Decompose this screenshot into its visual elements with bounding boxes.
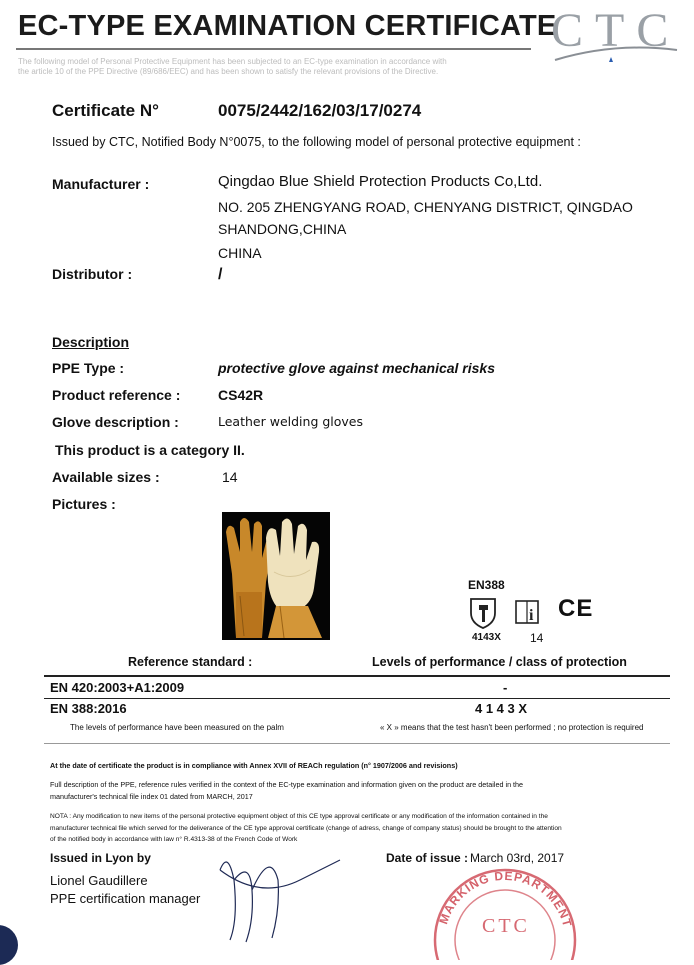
signer-title: PPE certification manager — [50, 891, 201, 906]
reference-standard-header: Reference standard : — [128, 655, 253, 669]
table-bottom-rule — [44, 743, 670, 744]
ppe-type-label: PPE Type : — [52, 360, 125, 376]
glove-description-label: Glove description : — [52, 414, 179, 430]
handwritten-signature — [200, 820, 350, 945]
category-text: This product is a category II. — [55, 442, 245, 458]
nota-text — [50, 811, 686, 846]
manufacturer-address-3: CHINA — [218, 245, 262, 261]
intro-text — [18, 57, 538, 77]
row-2-standard: EN 388:2016 — [50, 701, 127, 716]
corner-mark — [0, 925, 18, 965]
manufacturer-address-2: SHANDONG,CHINA — [218, 221, 347, 237]
full-description — [50, 779, 680, 802]
issued-by-text: Issued by CTC, Notified Body N°0075, to the following model of personal protective equipment : — [52, 135, 581, 149]
reach-compliance: At the date of certificate the product is in compliance with Annex XVII of REACh regulation (n° 1907/2006 and revisions) — [50, 761, 458, 770]
table-row-rule — [44, 698, 670, 699]
available-sizes-value: 14 — [222, 469, 238, 485]
issued-in-text: Issued in Lyon by — [50, 851, 151, 865]
certificate-title: EC-TYPE EXAMINATION CERTIFICATE — [18, 10, 557, 42]
distributor-value: / — [218, 266, 223, 283]
stamp-text: MARKING DEPARTMENT — [436, 868, 575, 929]
stamp-logo: CTC — [482, 915, 530, 937]
manufacturer-address-1: NO. 205 ZHENGYANG ROAD, CHENYANG DISTRICT, QINGDAO — [218, 199, 633, 215]
ppe-type-value: protective glove against mechanical risks — [218, 360, 496, 376]
nota-line-3: of the notified body in accordance with law n° R.4313-38 of the French Code of Work — [50, 836, 298, 843]
manufacturer-label: Manufacturer : — [52, 176, 150, 192]
distributor-label: Distributor : — [52, 266, 133, 282]
ctc-logo-text: CTC — [551, 4, 681, 57]
pictures-label: Pictures : — [52, 496, 116, 512]
ce-mark-icon: CE — [558, 595, 594, 622]
title-divider — [16, 48, 531, 50]
available-sizes-label: Available sizes : — [52, 469, 160, 485]
glove-photo — [222, 512, 330, 640]
row-1-level: - — [503, 680, 508, 695]
nota-line-1: NOTA : Any modification to new items of the personal protective equipment object of this CE type approval certificate or any modification of the information contained in the — [50, 813, 548, 820]
information-book-icon — [516, 601, 538, 624]
signer-name: Lionel Gaudillere — [50, 873, 148, 888]
full-description-line-2: manufacturer's technical file index 01 dated from MARCH, 2017 — [50, 791, 253, 801]
table-note-left: The levels of performance have been measured on the palm — [70, 723, 284, 732]
product-reference-label: Product reference : — [52, 387, 181, 403]
intro-line-2: the article 10 of the PPE Directive (89/686/EEC) and has been shown to satisfy the relevant provisions of the Directive. — [18, 67, 439, 76]
table-note-right: « X » means that the test hasn't been performed ; no protection is required — [380, 723, 644, 732]
glove-description-value: Leather welding gloves — [218, 414, 364, 429]
manufacturer-name: Qingdao Blue Shield Protection Products Co,Ltd. — [218, 173, 543, 190]
date-of-issue-label: Date of issue : — [386, 851, 469, 865]
marking-standard: EN388 — [468, 578, 505, 592]
full-description-line-1: Full description of the PPE, reference rules verified in the context of the EC-type examination and information given on the product are detailed in the — [50, 780, 524, 789]
svg-text:i: i — [529, 607, 534, 624]
marking-size: 14 — [530, 631, 544, 645]
row-2-level: 4 1 4 3 X — [475, 701, 528, 716]
nota-line-2: manufacturer technical file which served for the deliverance of the CE type approval certificate (change of adress, change of company status) should be brought to the attention — [50, 824, 562, 832]
intro-line-1: The following model of Personal Protective Equipment has been subjected to an EC-type examination in accordance with — [18, 57, 447, 66]
row-1-standard: EN 420:2003+A1:2009 — [50, 680, 185, 695]
marking-code: 4143X — [472, 632, 501, 643]
product-reference-value: CS42R — [218, 387, 264, 403]
performance-levels-header: Levels of performance / class of protection — [372, 655, 627, 669]
mechanical-risk-shield-icon — [471, 599, 495, 628]
certificate-number-label: Certificate N° — [52, 101, 159, 120]
description-heading: Description — [52, 334, 130, 350]
date-of-issue-value: March 03rd, 2017 — [470, 851, 565, 865]
ctc-logo — [545, 2, 685, 72]
table-header-rule — [44, 675, 670, 677]
official-stamp — [420, 860, 590, 960]
certificate-number: 0075/2442/162/03/17/0274 — [218, 101, 422, 120]
